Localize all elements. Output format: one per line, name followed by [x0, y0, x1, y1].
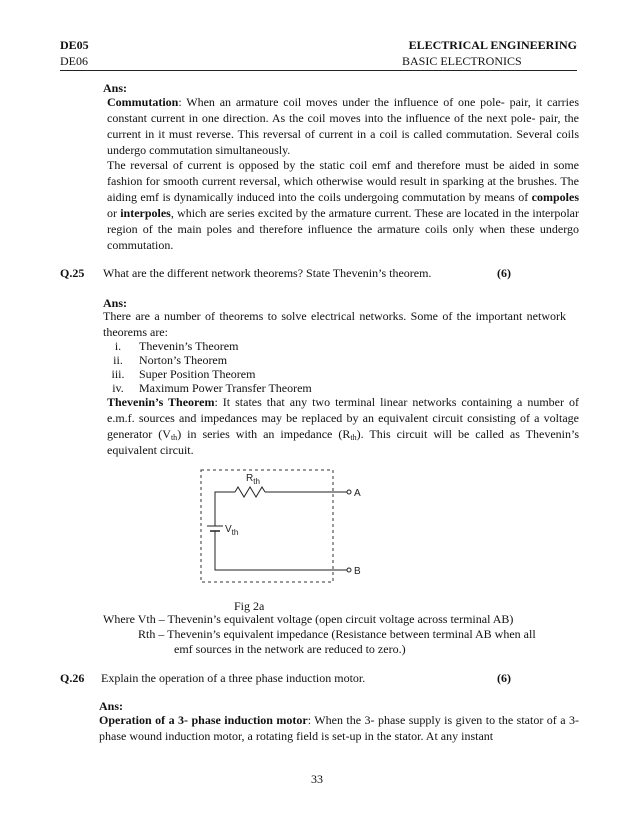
commutation-para-2-text-a: The reversal of current is opposed by the static coil emf and therefore must be aided in some fashion for smooth current reversal, which otherwise would result in sparking at the brushes. The aiding emf is dynamically induced into the coils undergoing commutation by means of [107, 158, 579, 204]
terminal-b-node [347, 568, 351, 572]
thevenin-text-a: : It states that any two terminal linear networks containing a number of e.m.f. sources and impedances may be replaced by an equivalent circuit consisting of a voltage generator (V [107, 395, 579, 441]
resistor-label: $R_{th}$ [246, 473, 260, 486]
thevenin-text-c: ). This circuit will be called as Thevenin’s equivalent circuit. [107, 427, 579, 457]
q26-answer-text: : When the 3- phase supply is given to the stator of a 3- phase wound induction motor, a rotating field is set-up in the stator. At any instant [99, 713, 579, 743]
terminal-b-label: B [354, 566, 361, 577]
theorem-text: Norton’s Theorem [139, 353, 228, 367]
theorem-num: iv. [112, 381, 124, 395]
q25-question: What are the different network theorems? State Thevenin’s theorem. [103, 266, 432, 280]
q26-number: Q.26 [60, 671, 85, 685]
rth-subscript: th [350, 433, 357, 442]
commutation-para-2-or: or [107, 206, 121, 220]
q25-marks: (6) [497, 266, 511, 280]
wire-left-top [215, 492, 235, 526]
q25-intro: There are a number of theorems to solve electrical networks. Some of the important network theorems are: [103, 309, 566, 339]
rth-definition-1: Rth – Thevenin’s equivalent impedance (Resistance between terminal AB when all [138, 627, 536, 641]
page-number: 33 [311, 772, 323, 786]
compoles-term: compoles [531, 190, 579, 204]
header-title-2: BASIC ELECTRONICS [402, 54, 522, 68]
terminal-a-label: A [354, 488, 361, 499]
theorem-text: Thevenin’s Theorem [139, 339, 239, 353]
commutation-para-1-text: : When an armature coil moves under the influence of one pole- pair, it carries constant current in one direction. As the coil moves into the influence of the next pole- pair, the current in it must reverse. This reversal of current in a coil is called commutation. Several coils undergo commutation simultaneously. [107, 95, 579, 157]
thevenin-circuit-diagram [195, 466, 375, 586]
terminal-a-node [347, 490, 351, 494]
commutation-para-1 [107, 94, 579, 158]
commutation-para-2-text-b: , which are series excited by the armature current. These are located in the interpolar region of the main poles and therefore influence the armature coils only when these undergo commutation. [107, 206, 580, 252]
vth-subscript: th [170, 433, 178, 442]
header-rule [60, 70, 577, 71]
thevenin-term: Thevenin’s Theorem [107, 395, 215, 409]
thevenin-definition [107, 394, 579, 458]
q26-answer [99, 712, 579, 744]
theorem-num: i. [114, 339, 122, 353]
induction-motor-term: Operation of a 3- phase induction motor [99, 713, 308, 727]
commutation-ans-label: Ans: [103, 81, 128, 95]
theorem-num: iii. [111, 367, 125, 381]
commutation-para-2 [107, 157, 579, 253]
q26-ans-label: Ans: [99, 699, 124, 713]
q26-marks: (6) [497, 671, 511, 685]
figure-caption: Fig 2a [234, 599, 265, 613]
interpoles-term: interpoles [120, 206, 171, 220]
commutation-term: Commutation [107, 95, 179, 109]
vth-definition: Where Vth – Thevenin’s equivalent voltage (open circuit voltage across terminal AB) [103, 612, 514, 626]
theorem-text: Super Position Theorem [139, 367, 256, 381]
resistor-symbol [235, 487, 265, 497]
header-code-2: DE06 [60, 54, 88, 68]
q25-ans-label: Ans: [103, 296, 128, 310]
theorem-num: ii. [113, 353, 123, 367]
q25-number: Q.25 [60, 266, 85, 280]
theorem-text: Maximum Power Transfer Theorem [139, 381, 312, 395]
source-label: $V_{th}$ [225, 524, 239, 537]
q26-question: Explain the operation of a three phase induction motor. [101, 671, 366, 685]
thevenin-text-b: ) in series with an impedance (R [177, 427, 351, 441]
rth-definition-2: emf sources in the network are reduced to zero.) [174, 642, 406, 656]
header-title-1: ELECTRICAL ENGINEERING [408, 38, 577, 52]
header-code-1: DE05 [60, 38, 89, 52]
